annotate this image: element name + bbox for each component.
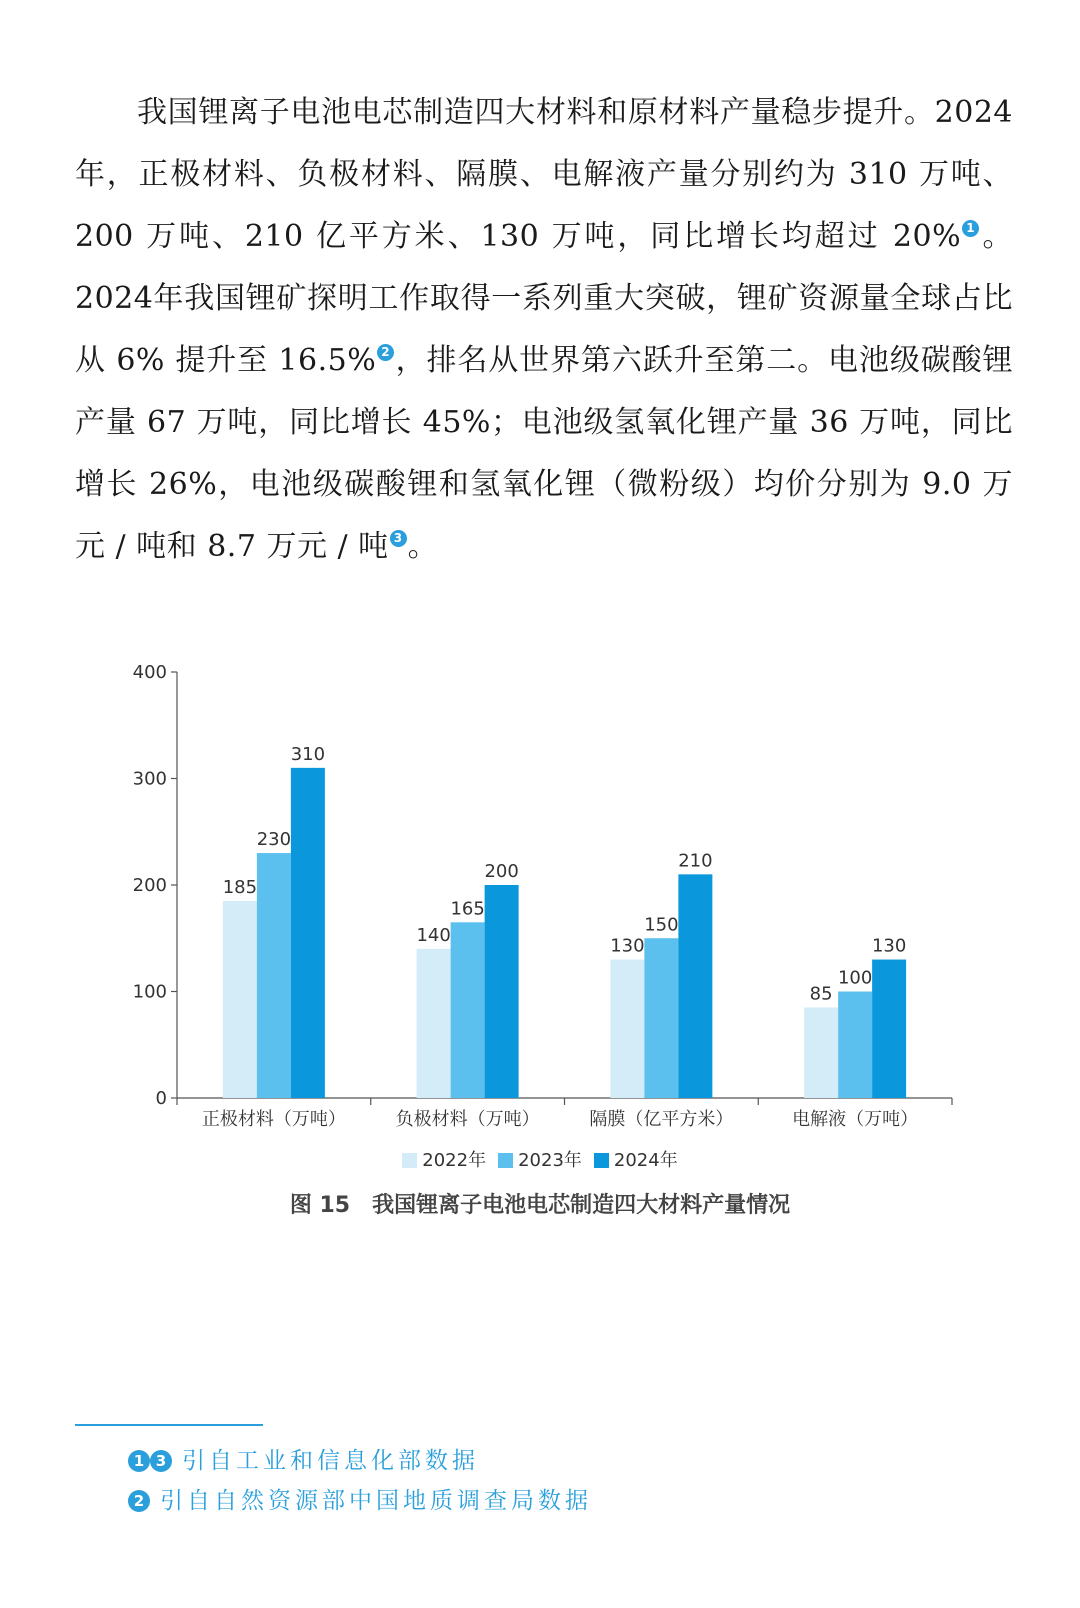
- x-tick-label: 正极材料（万吨）: [201, 1109, 346, 1130]
- body-paragraph: [75, 82, 1013, 578]
- data-label: 185: [222, 876, 258, 898]
- data-label: 200: [484, 861, 519, 882]
- x-tick-label: 负极材料（万吨）: [395, 1109, 540, 1130]
- footnote-badge-3: 3: [150, 1450, 172, 1472]
- legend-item: [594, 1146, 678, 1172]
- bar: [872, 960, 906, 1098]
- paragraph-text-4: 。: [407, 529, 439, 564]
- figure-caption: [0, 1188, 1080, 1219]
- bar: [678, 874, 712, 1098]
- bar: [291, 768, 325, 1098]
- legend-item: [402, 1146, 486, 1172]
- footnote-marker-2: 2: [377, 344, 394, 361]
- footnote-2: [128, 1481, 592, 1521]
- y-tick-label: 0: [155, 1088, 167, 1109]
- paragraph-text-3: ，排名从世界第六跃升至第二。电池级碳酸锂产量 67 万吨，同比增长 45%；电池级氢氧化锂产量 36 万吨，同比增长 26%，电池级碳酸锂和氢氧化锂（微粉级）均价分别为 9.0 万元 / 吨和 8.7 万元 / 吨: [75, 343, 1013, 564]
- data-label: 130: [610, 935, 645, 957]
- data-label: 100: [837, 967, 873, 989]
- legend-label: 2022年: [422, 1150, 487, 1171]
- legend-swatch: [498, 1153, 513, 1168]
- data-label: 85: [809, 983, 833, 1005]
- footnote-text: 引自自然资源部中国地质调查局数据: [160, 1488, 592, 1514]
- footnote-badge-2: 2: [128, 1490, 150, 1512]
- bar: [804, 1007, 838, 1098]
- chart-legend: [0, 1146, 1080, 1172]
- data-label: 310: [290, 743, 326, 765]
- bar: [451, 922, 485, 1098]
- footnote-marker-1: 1: [962, 220, 979, 237]
- bar-chart: [0, 640, 1080, 1140]
- footnote-badge-1: 1: [128, 1450, 150, 1472]
- bar: [610, 960, 644, 1098]
- footnote-1-3: [128, 1441, 592, 1481]
- bar: [223, 901, 257, 1098]
- legend-swatch: [402, 1153, 417, 1168]
- bar: [485, 885, 519, 1098]
- figure-number: 图 15: [289, 1193, 351, 1218]
- paragraph-text-1: 我国锂离子电池电芯制造四大材料和原材料产量稳步提升。2024年，正极材料、负极材料、隔膜、电解液产量分别约为 310 万吨、200 万吨、210 亿平方米、130 万吨，同比增长均超过 20%: [75, 95, 1013, 254]
- bar: [257, 853, 291, 1098]
- paragraph-text-2: 。2024年我国锂矿探明工作取得一系列重大突破，锂矿资源量全球占比从 6% 提升至 16.5%: [75, 219, 1014, 378]
- x-tick-label: 电解液（万吨）: [792, 1109, 919, 1130]
- data-label: 130: [871, 935, 907, 957]
- data-label: 165: [450, 898, 485, 920]
- bar: [417, 949, 451, 1098]
- legend-label: 2024年: [613, 1150, 678, 1171]
- y-tick-label: 100: [132, 981, 167, 1003]
- footnotes: [128, 1441, 592, 1521]
- legend-swatch: [594, 1153, 609, 1168]
- data-label: 210: [678, 850, 713, 872]
- y-tick-label: 300: [132, 768, 167, 790]
- y-tick-label: 200: [132, 875, 167, 896]
- figure-title: 我国锂离子电池电芯制造四大材料产量情况: [372, 1193, 791, 1218]
- footnote-text: 引自工业和信息化部数据: [182, 1448, 479, 1474]
- bar: [644, 938, 678, 1098]
- data-label: 150: [644, 914, 679, 936]
- footnote-divider: [75, 1424, 263, 1426]
- y-tick-label: 400: [132, 662, 167, 683]
- legend-item: [498, 1146, 582, 1172]
- data-label: 140: [416, 924, 451, 946]
- legend-label: 2023年: [518, 1150, 582, 1171]
- bar: [838, 992, 872, 1099]
- data-label: 230: [256, 829, 292, 851]
- footnote-marker-3: 3: [390, 530, 407, 547]
- x-tick-label: 隔膜（亿平方米）: [589, 1109, 734, 1130]
